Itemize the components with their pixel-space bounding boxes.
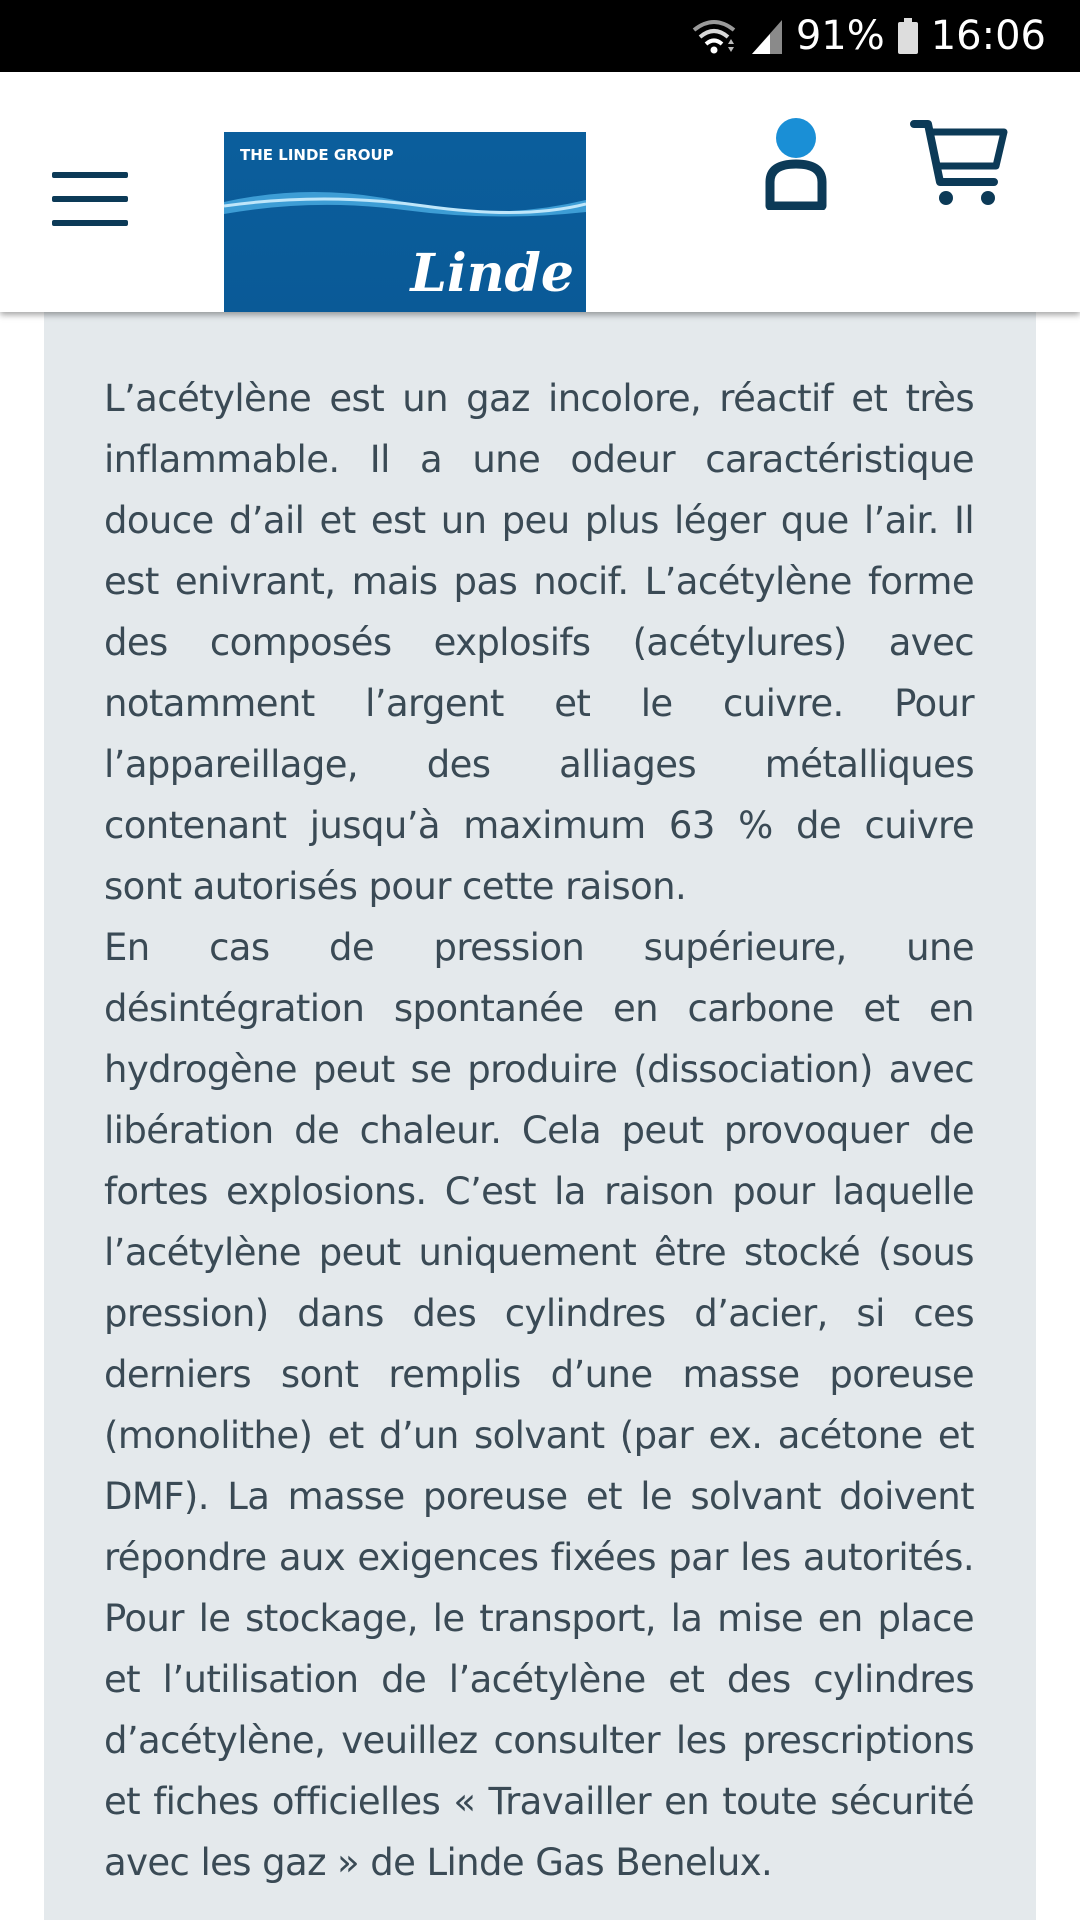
signal-icon (750, 16, 784, 56)
logo-wave-graphic (224, 172, 586, 232)
article-content (44, 312, 1036, 1920)
status-bar (0, 0, 1080, 72)
article-paragraph: L’acétylène est un gaz incolore, réactif et très inflammable. Il a une odeur caractéristique douce d’ail et est un peu plus léger que l’air. Il est enivrant, mais pas nocif. L’acétylène forme des composés explosifs (acétylures) avec notamment l’argent et le cuivre. Pour l’appareillage, des alliages métalliques contenant jusqu’à maximum 63 % de cuivre sont autorisés pour cette raison. (104, 377, 974, 908)
article-paragraph: En cas de pression supérieure, une désintégration spontanée en carbone et en hydrogène peut se produire (dissociation) avec libération de chaleur. Cela peut provoquer de fortes explosions. C’est la raison pour laquelle l’acétylène peut uniquement être stocké (sous pression) dans des cylindres d’acier, si ces derniers sont remplis d’une masse poreuse (monolithe) et d’un solvant (par ex. acétone et DMF). La masse poreuse et le solvant doivent répondre aux exigences fixées par les autorités. Pour le stockage, le transport, la mise en place et l’utilisation de l’acétylène et des cylindres d’acétylène, veuillez consulter les prescriptions et fiches officielles « Travailler en toute sécurité avec les gaz » de Linde Gas Benelux. (104, 926, 974, 1884)
logo-wordmark: Linde (410, 243, 574, 304)
linde-logo[interactable] (224, 132, 586, 312)
hamburger-menu-icon[interactable] (52, 172, 128, 230)
wifi-icon (690, 16, 738, 56)
logo-group-text: THE LINDE GROUP (240, 146, 394, 164)
clock: 16:06 (930, 13, 1046, 59)
shopping-cart-icon[interactable] (910, 116, 1010, 210)
user-account-icon[interactable] (762, 116, 830, 210)
site-header (0, 72, 1080, 312)
battery-percent: 91% (795, 13, 885, 59)
battery-icon (897, 16, 919, 56)
